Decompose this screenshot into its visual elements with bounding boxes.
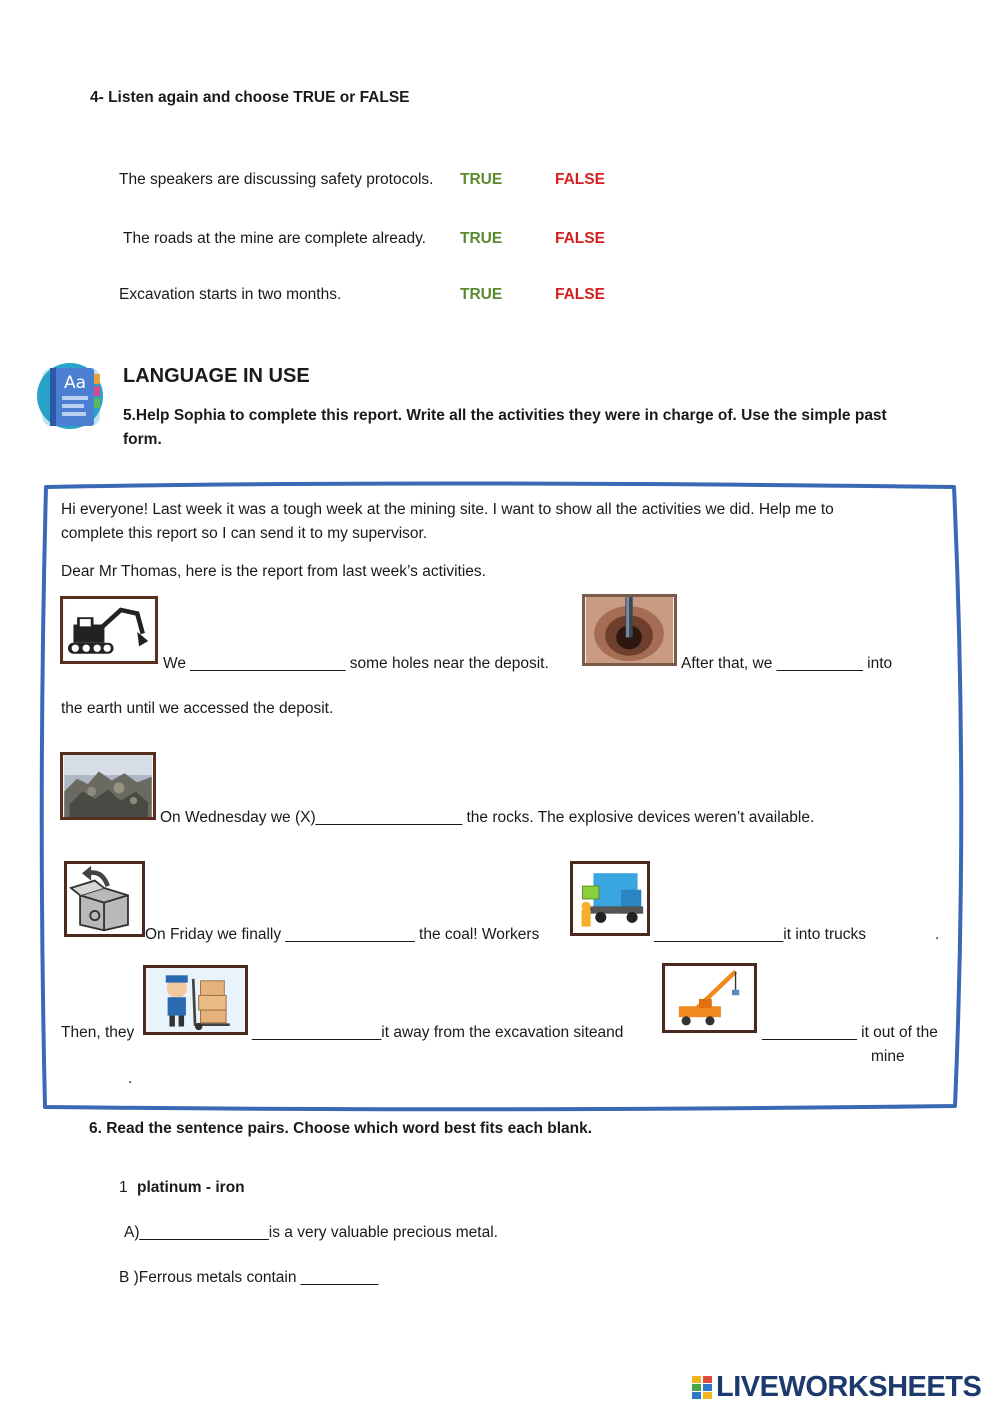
true-option-2[interactable]: TRUE xyxy=(460,230,503,247)
sentence-3b: _______________it into trucks xyxy=(654,926,866,943)
word-pair: platinum - iron xyxy=(137,1179,245,1196)
sentence-4b: _______________it away from the excavation siteand xyxy=(252,1024,624,1041)
sentence-1b: After that, we __________ into xyxy=(681,655,893,672)
section6-heading: 6. Read the sentence pairs. Choose which word best fits each blank. xyxy=(89,1120,593,1137)
instruction-line-1: 5.Help Sophia to complete this report. Write all the activities they were in charge of. Use the simple past xyxy=(123,407,887,424)
instruction-line-2: form. xyxy=(123,431,162,448)
delivery-picture xyxy=(143,965,248,1035)
pair-number: 1 xyxy=(119,1179,128,1196)
true-option-3[interactable]: TRUE xyxy=(460,286,503,303)
delivery-icon xyxy=(146,968,245,1032)
icon-letters: Aa xyxy=(63,373,87,393)
report-intro-line-2: complete this report so I can send it to my supervisor. xyxy=(61,525,428,542)
truck-icon xyxy=(573,864,647,933)
rocks-picture xyxy=(60,752,156,820)
sentence-3-period: . xyxy=(935,926,940,943)
sentence-b: B )Ferrous metals contain _________ xyxy=(119,1269,379,1286)
false-option-1[interactable]: FALSE xyxy=(555,171,605,188)
language-title: LANGUAGE IN USE xyxy=(123,365,310,387)
sentence-4c: ___________ it out of the xyxy=(762,1024,938,1041)
box-arrow-icon xyxy=(67,864,142,934)
tf-statement-3: Excavation starts in two months. xyxy=(119,286,342,303)
crane-picture xyxy=(662,963,757,1033)
excavator-icon xyxy=(63,599,155,661)
crane-icon xyxy=(665,966,754,1030)
sentence-a: A)_______________is a very valuable precious metal. xyxy=(124,1224,498,1241)
sentence-4-period: . xyxy=(128,1070,133,1087)
sentence-2: On Wednesday we (X)_________________ the rocks. The explosive devices weren’t available. xyxy=(160,809,815,826)
excavator-picture xyxy=(60,596,158,664)
tf-statement-2: The roads at the mine are complete already. xyxy=(123,230,426,247)
extract-box-picture xyxy=(64,861,145,937)
false-option-3[interactable]: FALSE xyxy=(555,286,605,303)
sentence-4d: mine xyxy=(871,1048,905,1065)
liveworksheets-brand[interactable]: LIVEWORKSHEETS xyxy=(716,1371,982,1403)
sentence-4a: Then, they xyxy=(61,1024,135,1041)
sentence-1c: the earth until we accessed the deposit. xyxy=(61,700,334,717)
false-option-2[interactable]: FALSE xyxy=(555,230,605,247)
report-intro-line-1: Hi everyone! Last week it was a tough week at the mining site. I want to show all the activities we did. Help me to xyxy=(61,501,834,518)
rocks-icon xyxy=(63,755,153,817)
dictionary-icon xyxy=(36,362,104,430)
sentence-3a: On Friday we finally _______________ the coal! Workers xyxy=(145,926,540,943)
truck-loading-picture xyxy=(570,861,650,936)
tf-statement-1: The speakers are discussing safety protocols. xyxy=(119,171,434,188)
liveworksheets-logo-icon xyxy=(692,1376,712,1400)
true-option-1[interactable]: TRUE xyxy=(460,171,503,188)
section4-heading: 4- Listen again and choose TRUE or FALSE xyxy=(90,89,410,106)
drill-hole-icon xyxy=(585,597,674,663)
sentence-1a: We __________________ some holes near the deposit. xyxy=(163,655,549,672)
drill-hole-picture xyxy=(582,594,677,666)
report-greeting: Dear Mr Thomas, here is the report from last week’s activities. xyxy=(61,563,486,580)
